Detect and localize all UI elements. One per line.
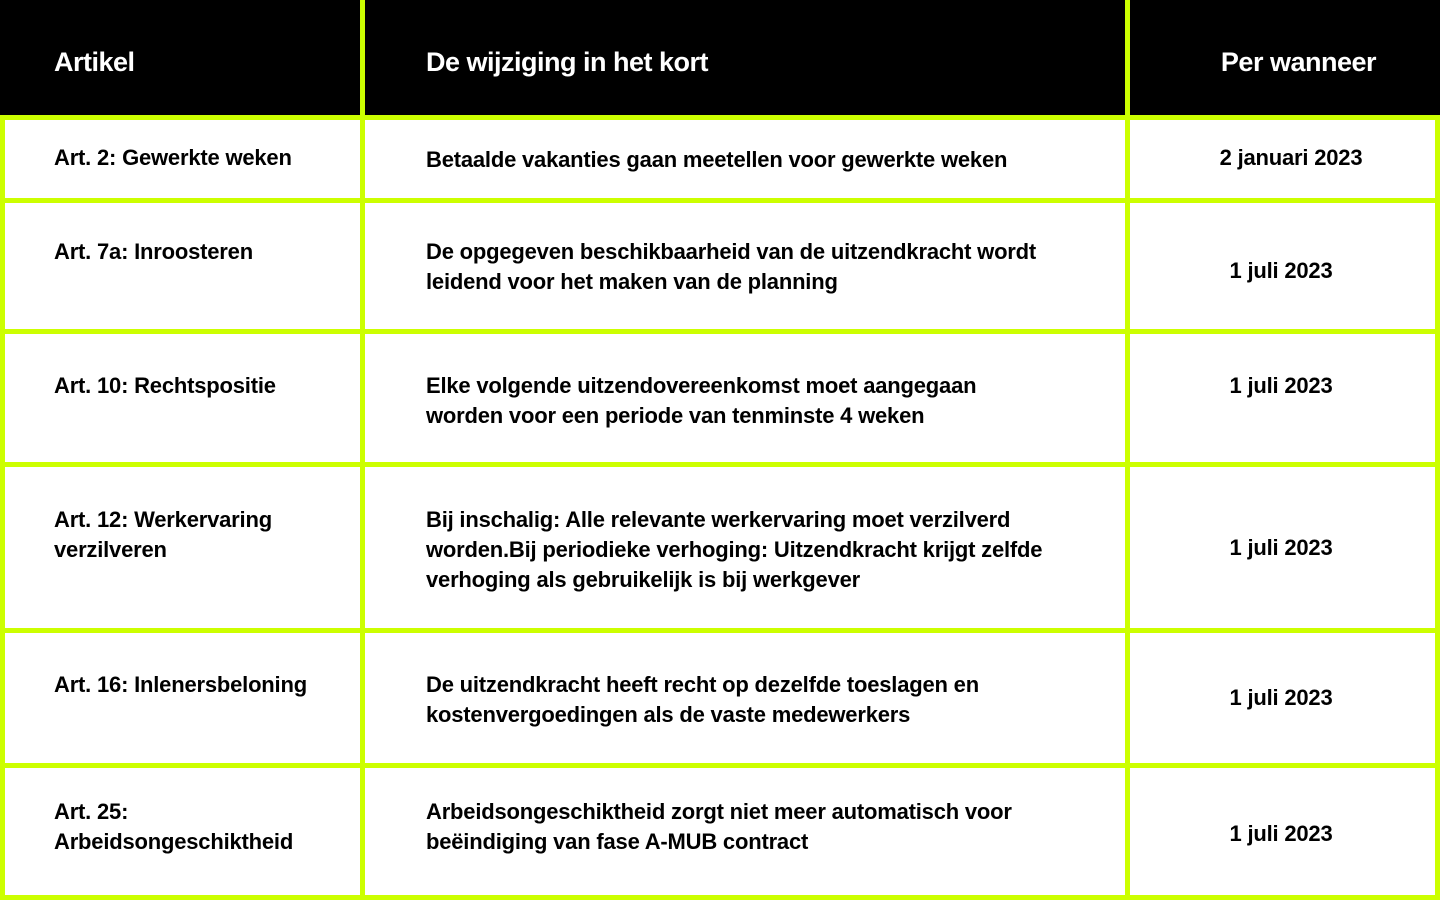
row-divider-header (0, 115, 1440, 120)
row4-change-line1: Bij inschalig: Alle relevante werkervaring moet verzilverd (426, 507, 1011, 532)
row3-article: Art. 10: Rechtspositie (54, 373, 276, 398)
row6-change-line1: Arbeidsongeschiktheid zorgt niet meer automatisch voor (426, 799, 1012, 824)
row4-date: 1 juli 2023 (1229, 535, 1333, 560)
row2-change (426, 237, 1036, 297)
row2-date: 1 juli 2023 (1229, 258, 1333, 283)
row6-article (54, 797, 293, 857)
row4-article (54, 505, 272, 565)
row3-date: 1 juli 2023 (1229, 373, 1333, 398)
row2-change-line2: leidend voor het maken van de planning (426, 269, 838, 294)
border-right (1435, 115, 1440, 900)
row4-article-line2: verzilveren (54, 537, 167, 562)
row-divider-4 (0, 628, 1440, 633)
row4-article-line1: Art. 12: Werkervaring (54, 507, 272, 532)
row3-change (426, 371, 976, 431)
row2-change-line1: De opgegeven beschikbaarheid van de uitzendkracht wordt (426, 239, 1037, 264)
row5-change-line2: kostenvergoedingen als de vaste medewerkers (426, 702, 911, 727)
row3-change-line2: worden voor een periode van tenminste 4 weken (426, 403, 925, 428)
row-divider-5 (0, 763, 1440, 768)
row5-date: 1 juli 2023 (1229, 685, 1333, 710)
row1-article: Art. 2: Gewerkte weken (54, 145, 292, 170)
row1-change: Betaalde vakanties gaan meetellen voor gewerkte weken (426, 147, 1008, 172)
row-divider-3 (0, 462, 1440, 467)
row1-date: 2 januari 2023 (1219, 145, 1363, 170)
row5-article: Art. 16: Inlenersbeloning (54, 672, 307, 697)
row-divider-1 (0, 198, 1440, 203)
row4-change-line3: verhoging als gebruikelijk is bij werkgever (426, 567, 861, 592)
row6-change (426, 797, 1012, 857)
row6-article-line2: Arbeidsongeschiktheid (54, 829, 294, 854)
row6-date: 1 juli 2023 (1229, 821, 1333, 846)
row6-article-line1: Art. 25: (54, 799, 129, 824)
header-wijziging: De wijziging in het kort (426, 47, 709, 77)
row4-change (426, 505, 1042, 595)
header-per-wanneer: Per wanneer (1220, 47, 1376, 77)
header-artikel: Artikel (54, 47, 135, 77)
row5-change-line1: De uitzendkracht heeft recht op dezelfde toeslagen en (426, 672, 979, 697)
row2-article: Art. 7a: Inroosteren (54, 239, 253, 264)
row4-change-line2: worden.Bij periodieke verhoging: Uitzendkracht krijgt zelfde (426, 537, 1043, 562)
row6-change-line2: beëindiging van fase A-MUB contract (426, 829, 809, 854)
row5-change (426, 670, 979, 730)
row-divider-2 (0, 329, 1440, 334)
border-left (0, 115, 5, 900)
row3-change-line1: Elke volgende uitzendovereenkomst moet aangegaan (426, 373, 977, 398)
border-bottom (0, 895, 1440, 900)
